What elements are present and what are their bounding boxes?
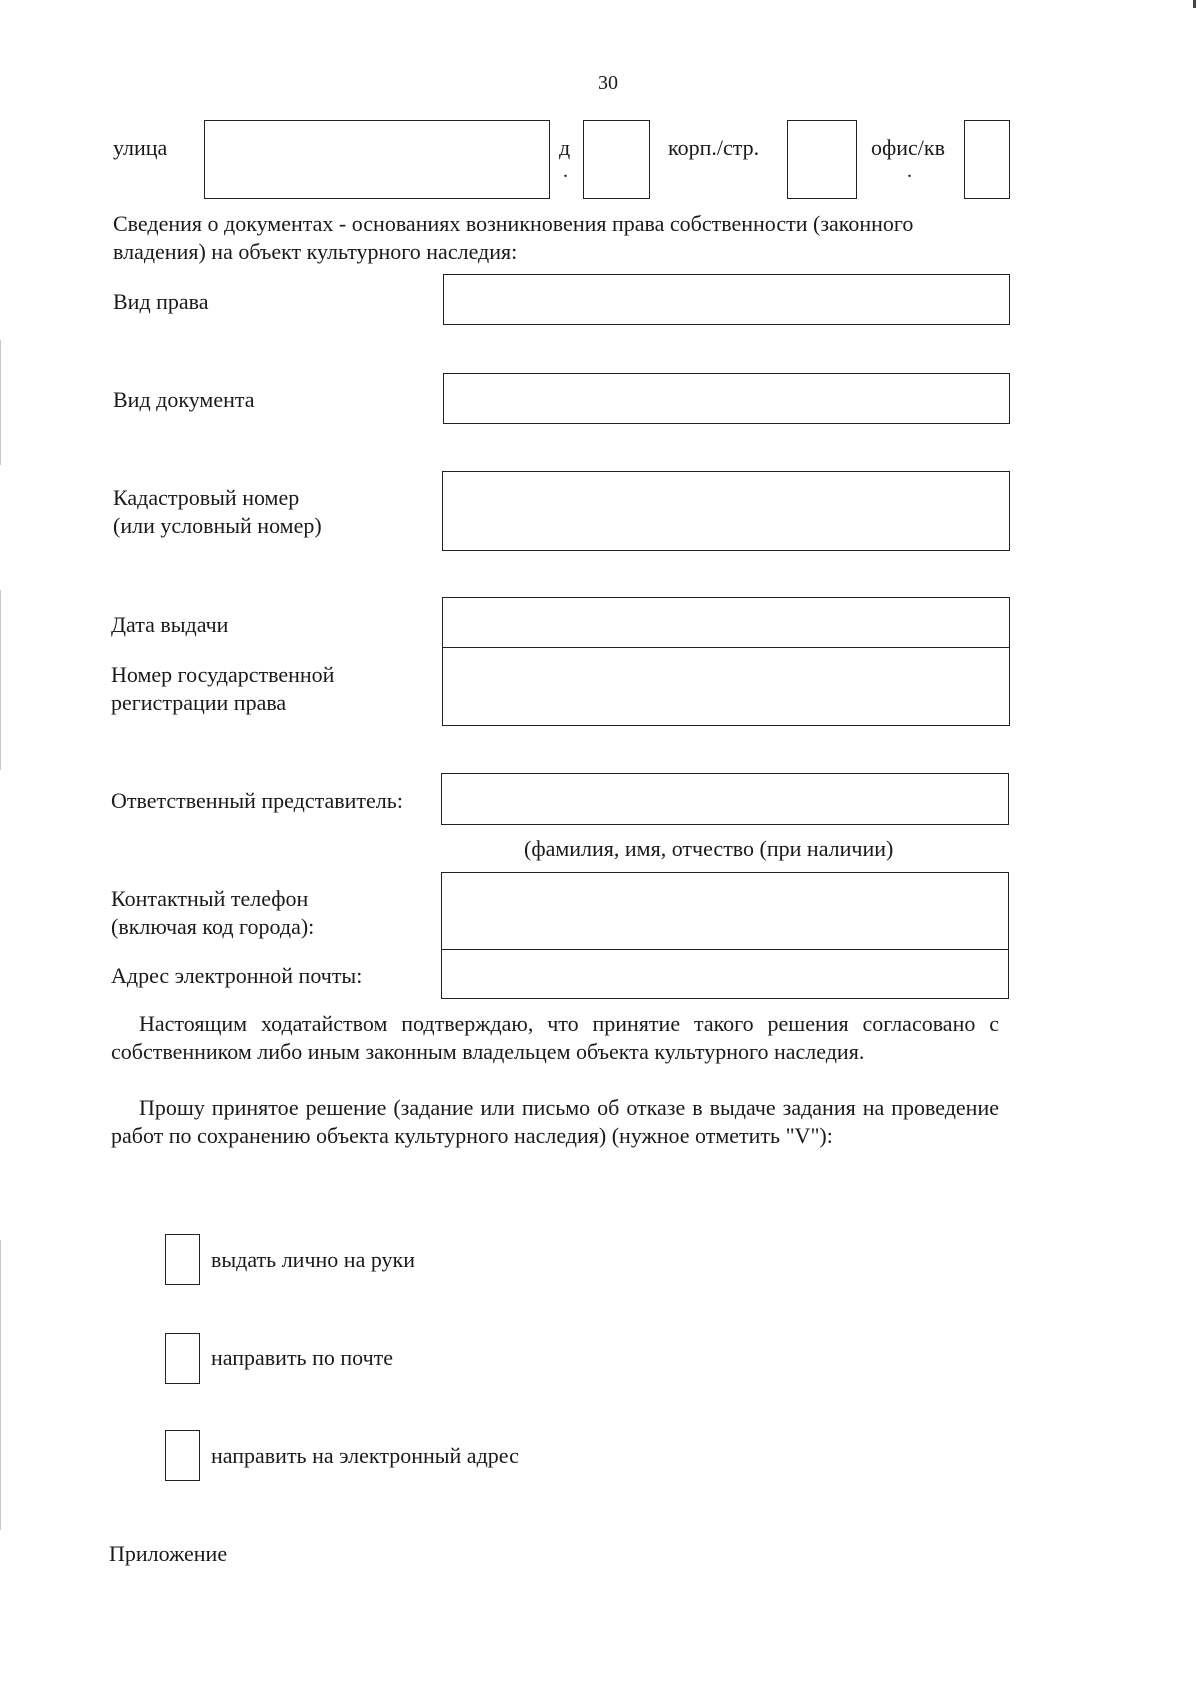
deliver-by-mail-checkbox[interactable] xyxy=(165,1333,200,1384)
reg-number-label-line2: регистрации права xyxy=(111,690,287,715)
representative-label: Ответственный представитель: xyxy=(111,788,403,813)
building-field[interactable] xyxy=(787,120,857,199)
documents-heading-line1: Сведения о документах - основаниях возникновения права собственности (законного xyxy=(113,211,914,236)
email-label: Адрес электронной почты: xyxy=(111,963,363,988)
house-field[interactable] xyxy=(583,120,650,199)
page-number: 30 xyxy=(598,72,618,94)
building-label: корп./стр. xyxy=(668,135,760,160)
deliver-in-person-checkbox[interactable] xyxy=(165,1234,200,1285)
scan-corner-mark xyxy=(1193,0,1196,8)
phone-label-line2: (включая код города): xyxy=(111,914,315,939)
document-type-label: Вид документа xyxy=(113,387,255,412)
right-type-label: Вид права xyxy=(113,289,209,314)
house-dot: . xyxy=(563,160,568,182)
reg-number-field[interactable] xyxy=(442,647,1010,726)
representative-field[interactable] xyxy=(441,773,1009,825)
reg-number-label-line1: Номер государственной xyxy=(111,662,335,687)
deliver-by-email-label: направить на электронный адрес xyxy=(211,1443,519,1468)
cadastral-label-line2: (или условный номер) xyxy=(113,513,322,538)
street-field[interactable] xyxy=(204,120,550,199)
phone-field[interactable] xyxy=(441,872,1009,951)
office-dot: . xyxy=(907,160,912,182)
office-label: офис/кв xyxy=(871,135,945,160)
phone-label-line1: Контактный телефон xyxy=(111,886,309,911)
scan-edge-middle xyxy=(0,590,1,770)
cadastral-label-line1: Кадастровый номер xyxy=(113,485,300,510)
right-type-field[interactable] xyxy=(443,274,1010,325)
cadastral-number-field[interactable] xyxy=(442,471,1010,551)
request-paragraph: Прошу принятое решение (задание или письмо об отказе в выдаче задания на проведение работ по сохранению объекта культурного наследия) (нужное отметить "V"): xyxy=(111,1095,999,1148)
scan-edge-top xyxy=(0,340,1,465)
scan-edge-bottom xyxy=(0,1240,1,1530)
appendix-label: Приложение xyxy=(109,1541,228,1566)
deliver-by-email-checkbox[interactable] xyxy=(165,1430,200,1481)
office-field[interactable] xyxy=(964,120,1010,199)
email-field[interactable] xyxy=(441,949,1009,999)
deliver-in-person-label: выдать лично на руки xyxy=(211,1247,416,1272)
street-label: улица xyxy=(113,135,168,160)
issue-date-label: Дата выдачи xyxy=(111,612,229,637)
document-type-field[interactable] xyxy=(443,373,1010,424)
deliver-by-mail-label: направить по почте xyxy=(211,1345,394,1370)
representative-hint: (фамилия, имя, отчество (при наличии) xyxy=(524,836,894,861)
issue-date-field[interactable] xyxy=(442,597,1010,649)
confirmation-paragraph: Настоящим ходатайством подтверждаю, что принятие такого решения согласовано с собственником либо иным законным владельцем объекта культурного наследия. xyxy=(111,1011,999,1064)
documents-heading-line2: владения) на объект культурного наследия: xyxy=(113,239,518,264)
house-label: д xyxy=(559,135,571,160)
